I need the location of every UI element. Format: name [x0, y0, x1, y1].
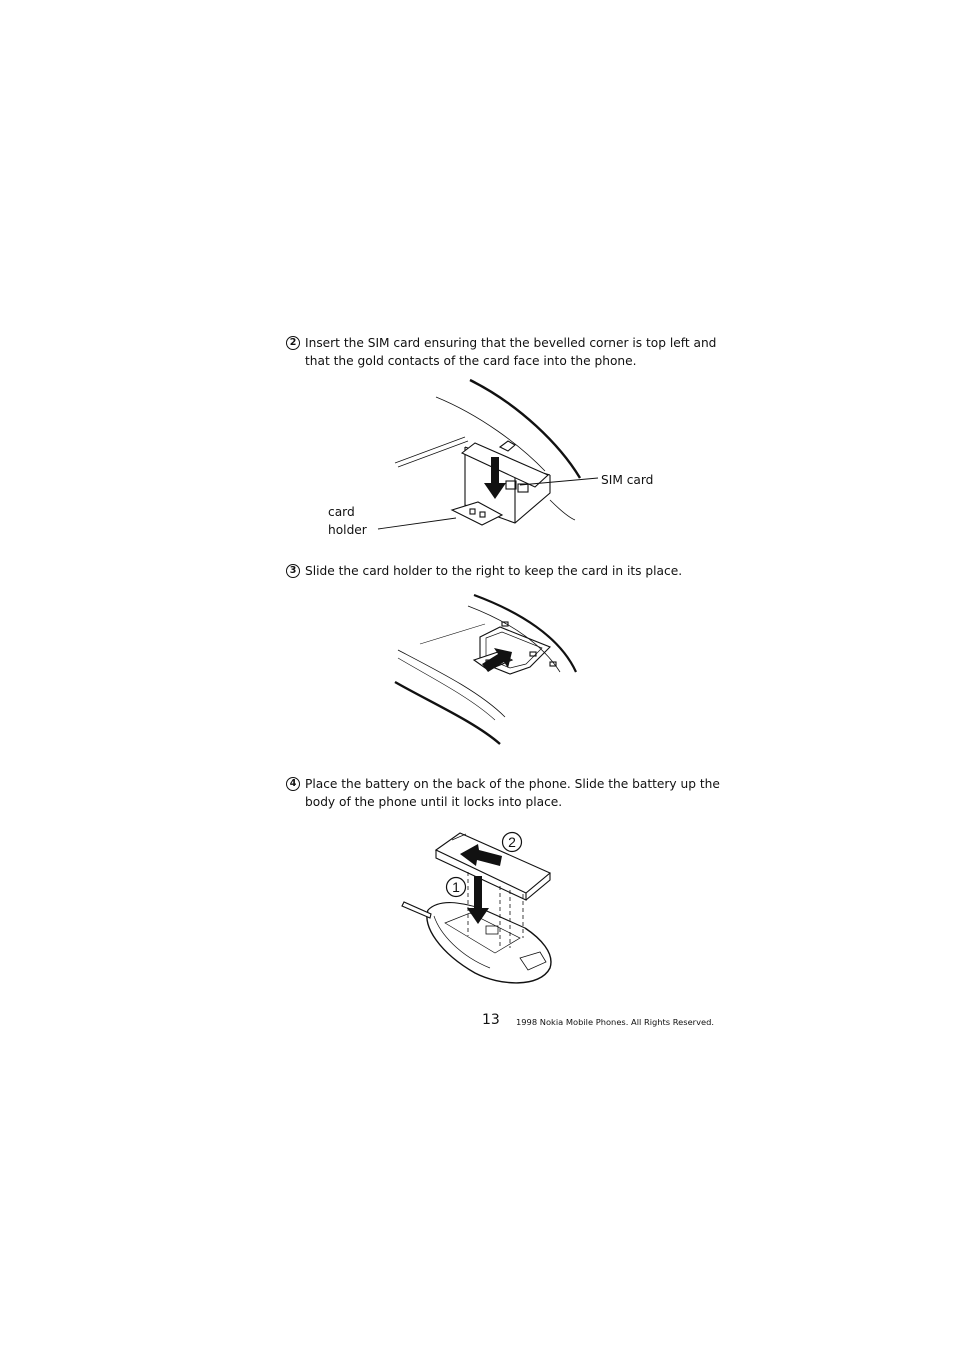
step-number-badge: 4 — [286, 777, 300, 791]
battery-placement-illustration — [400, 828, 565, 993]
page-number: 13 — [482, 1012, 500, 1028]
step-3-text — [305, 562, 695, 580]
copyright-notice: 1998 Nokia Mobile Phones. All Rights Reserved. — [516, 1017, 715, 1027]
step-2-text — [305, 334, 717, 370]
step-2-line-1: Insert the SIM card ensuring that the bevelled corner is top left and — [305, 336, 717, 350]
card-holder-label-line-1: card — [328, 505, 355, 519]
step-number-badge: 2 — [286, 336, 300, 350]
card-holder-slide-illustration — [390, 592, 585, 752]
step-3-line-1: Slide the card holder to the right to keep the card in its place. — [305, 564, 683, 578]
sim-insert-illustration — [370, 375, 600, 545]
step-4-line-2: body of the phone until it locks into place. — [305, 795, 563, 809]
step-4-text — [305, 775, 720, 811]
callout-2-text: 2 — [508, 834, 516, 850]
callout-1-text: 1 — [452, 879, 460, 895]
step-4-line-1: Place the battery on the back of the phone. Slide the battery up the — [305, 777, 720, 791]
sim-card-label: SIM card — [601, 473, 654, 487]
step-number-badge: 3 — [286, 564, 300, 578]
card-holder-label-line-2: holder — [328, 523, 367, 537]
step-2-line-2: that the gold contacts of the card face into the phone. — [305, 354, 637, 368]
